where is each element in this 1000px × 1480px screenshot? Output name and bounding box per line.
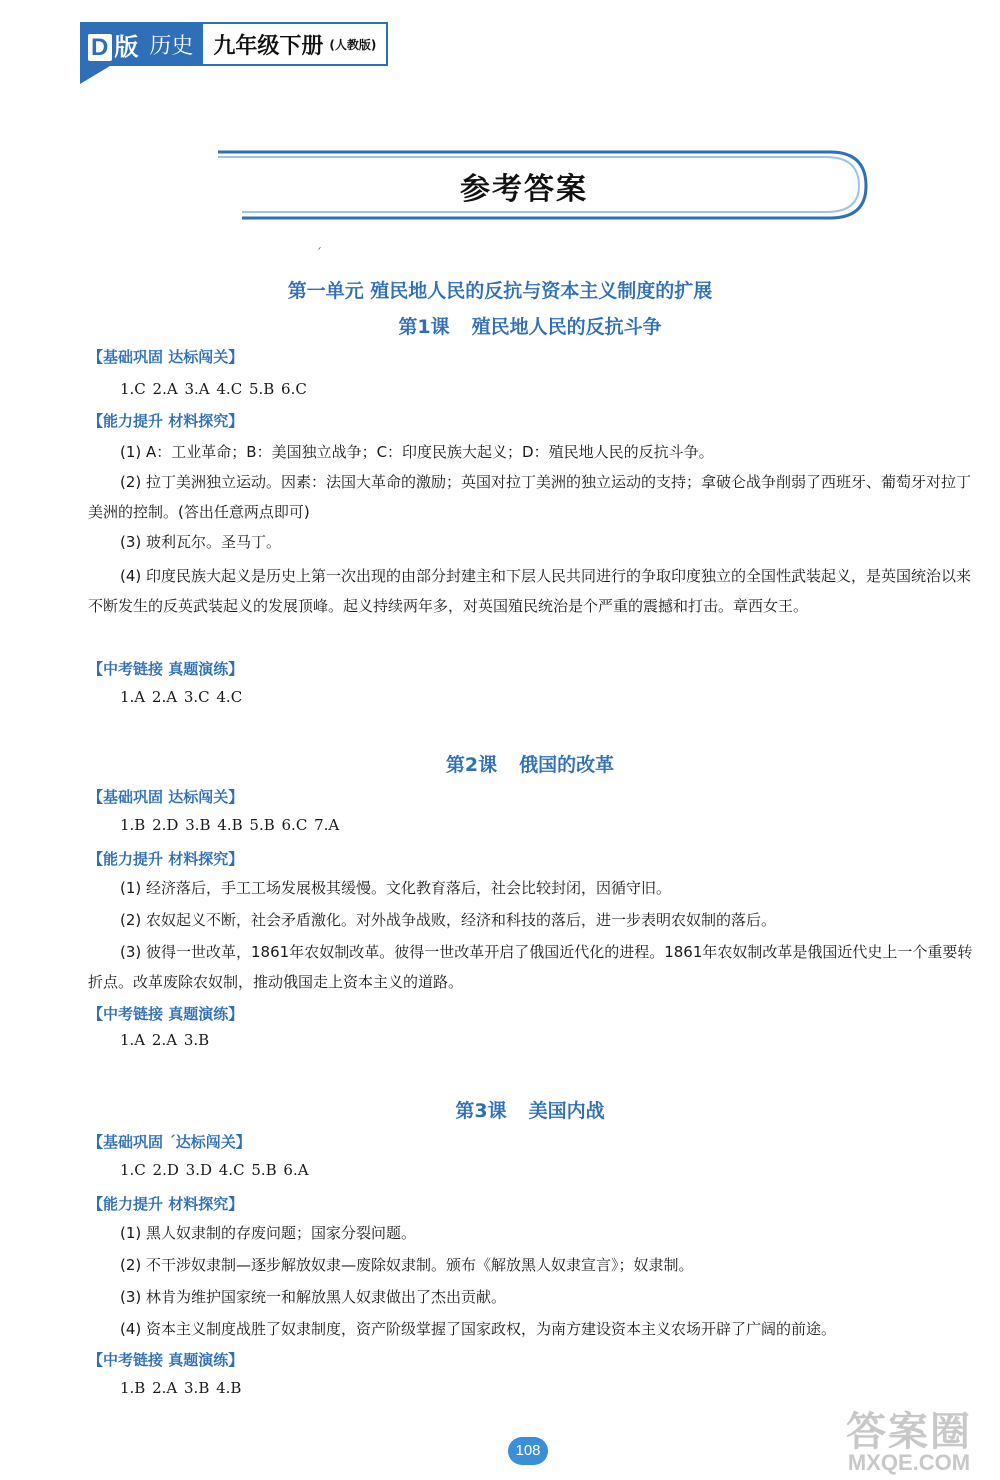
lesson-number: 第3课 (455, 1100, 507, 1122)
answer-banner (218, 148, 870, 222)
answer-line: 1.C 2.D 3.D 4.C 5.B 6.A (120, 1161, 309, 1179)
lesson-name: 美国内战 (528, 1100, 605, 1122)
answer-line: 1.A 2.A 3.C 4.C (120, 688, 243, 706)
answer-line: 1.B 2.D 3.B 4.B 5.B 6.C 7.A (120, 816, 340, 834)
lesson-title (0, 1096, 1000, 1123)
answer-paragraph: (4) 印度民族大起义是历史上第一次出现的由部分封建主和下层人民共同进行的争取印度独立的全国性武装起义，是英国统治以来不断发生的反英武装起义的发展顶峰。起义持续两年多，对英国殖民统治是个严重的震撼和打击。章西女王。 (88, 567, 972, 615)
section-label-ability: 【能力提升 材料探究】 (88, 412, 244, 430)
section-label-exam: 【中考链接 真题演练】 (88, 1005, 244, 1023)
header-grade-block (203, 22, 388, 66)
publisher-label: (人教版) (329, 37, 377, 52)
watermark-logo-text: 答案圈 (846, 1409, 972, 1455)
site-watermark (820, 1400, 998, 1478)
answer-paragraph: (2) 农奴起义不断，社会矛盾激化。对外战争战败，经济和科技的落后，进一步表明农奴制的落后。 (120, 911, 777, 929)
page-number-badge: 108 (508, 1437, 548, 1465)
answer-paragraph: (4) 资本主义制度战胜了奴隶制度，资产阶级掌握了国家政权，为南方建设资本主义农场开辟了广阔的前途。 (120, 1320, 837, 1338)
answer-paragraph: (3) 玻利瓦尔。圣马丁。 (120, 533, 282, 551)
lesson-name: 俄国的改革 (519, 754, 615, 776)
subject-label: 历史 (149, 33, 194, 59)
edition-label: D 版 (88, 27, 139, 62)
section-label-exam: 【中考链接 真题演练】 (88, 1351, 244, 1369)
answer-line: 1.A 2.A 3.B (120, 1031, 210, 1049)
section-label-basic: 【基础巩固 ˊ达标闯关】 (88, 1133, 251, 1151)
banner-title: 参考答案 (460, 172, 588, 207)
lesson-name: 殖民地人民的反抗斗争 (471, 316, 662, 338)
answer-paragraph: (3) 林肯为维护国家统一和解放黑人奴隶做出了杰出贡献。 (120, 1288, 507, 1306)
section-label-ability: 【能力提升 材料探究】 (88, 850, 244, 868)
watermark-url: MXQE.COM (847, 1450, 971, 1475)
section-label-basic: 【基础巩固 达标闯关】 (88, 348, 244, 366)
unit-title: 第一单元 殖民地人民的反抗与资本主义制度的扩展 (287, 280, 713, 302)
lesson-title (0, 312, 1000, 339)
lesson-number: 第2课 (445, 754, 498, 776)
section-label-basic: 【基础巩固 达标闯关】 (88, 788, 244, 806)
answer-paragraph: (1) A：工业革命；B：美国独立战争；C：印度民族大起义；D：殖民地人民的反抗斗争。 (120, 443, 714, 461)
grade-label: 九年级下册 (213, 32, 324, 59)
stray-mark: ˊ (316, 246, 322, 260)
section-label-ability: 【能力提升 材料探究】 (88, 1195, 244, 1213)
header-edition-block (80, 22, 203, 66)
lesson-title (0, 750, 1000, 777)
answer-paragraph: (1) 经济落后，手工工场发展极其缓慢。文化教育落后，社会比较封闭，因循守旧。 (120, 879, 672, 897)
header-tab-decoration (80, 66, 110, 84)
answer-paragraph: (2) 拉丁美洲独立运动。因素：法国大革命的激励；英国对拉丁美洲的独立运动的支持；拿破仑战争削弱了西班牙、葡萄牙对拉丁美洲的控制。(答出任意两点即可) (88, 473, 972, 521)
answer-line: 1.B 2.A 3.B 4.B (120, 1379, 242, 1397)
lesson-number: 第1课 (398, 316, 450, 338)
answer-paragraph: (3) 彼得一世改革，1861年农奴制改革。彼得一世改革开启了俄国近代化的进程。1861年农奴制改革是俄国近代史上一个重要转折点。改革废除农奴制，推动俄国走上资本主义的道路。 (88, 943, 973, 991)
answer-line: 1.C 2.A 3.A 4.C 5.B 6.C (120, 380, 307, 398)
section-label-exam: 【中考链接 真题演练】 (88, 660, 244, 678)
book-header (80, 22, 388, 66)
answer-paragraph: (1) 黑人奴隶制的存废问题；国家分裂问题。 (120, 1224, 417, 1242)
answer-paragraph: (2) 不干涉奴隶制—逐步解放奴隶—废除奴隶制。颁布《解放黑人奴隶宣言》；奴隶制。 (120, 1256, 694, 1274)
